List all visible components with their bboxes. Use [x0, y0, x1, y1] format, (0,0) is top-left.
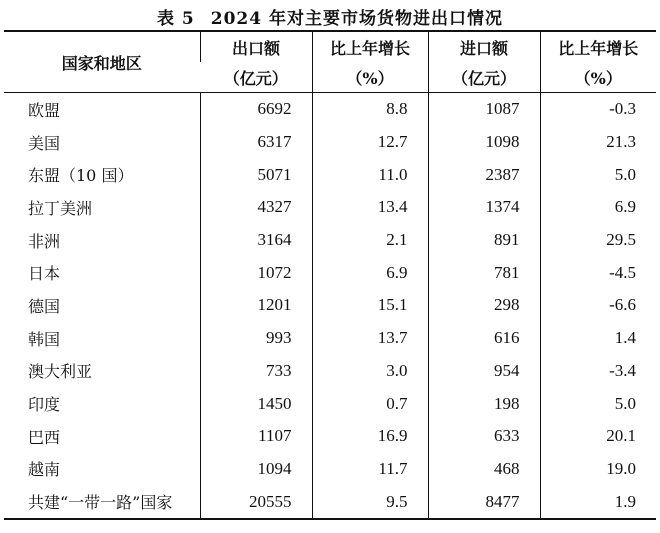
import-growth-cell: -4.5 [540, 256, 656, 289]
export-growth-cell: 15.1 [312, 289, 428, 322]
table-row [4, 322, 656, 355]
table-row [4, 158, 656, 191]
export-growth-cell: 8.8 [312, 93, 428, 126]
import-cell: 1098 [428, 126, 540, 159]
table-body [4, 93, 656, 519]
region-cell: 韩国 [28, 329, 61, 349]
header-import: 进口额 [428, 31, 540, 62]
table-row [4, 485, 656, 519]
export-growth-cell: 0.7 [312, 387, 428, 420]
trade-table [4, 30, 656, 520]
export-growth-cell: 6.9 [312, 256, 428, 289]
header-import-unit: （亿元） [428, 62, 540, 93]
export-cell: 1201 [200, 289, 312, 322]
import-cell: 2387 [428, 158, 540, 191]
region-cell: 欧盟 [28, 100, 61, 120]
region-cell: 印度 [28, 395, 61, 415]
region-cell: 德国 [28, 296, 61, 316]
export-cell: 1072 [200, 256, 312, 289]
export-growth-cell: 13.7 [312, 322, 428, 355]
export-cell: 3164 [200, 224, 312, 257]
export-cell: 5071 [200, 158, 312, 191]
table-title-text: 2024 年对主要市场货物进出口情况 [210, 9, 503, 29]
import-growth-cell: -6.6 [540, 289, 656, 322]
table-row [4, 387, 656, 420]
table-row [4, 93, 656, 126]
export-cell: 1094 [200, 453, 312, 486]
region-cell: 日本 [28, 264, 61, 284]
export-growth-cell: 9.5 [312, 485, 428, 519]
import-cell: 1087 [428, 93, 540, 126]
export-growth-cell: 11.0 [312, 158, 428, 191]
export-growth-cell: 13.4 [312, 191, 428, 224]
import-growth-cell: 29.5 [540, 224, 656, 257]
export-cell: 6692 [200, 93, 312, 126]
region-cell: 非洲 [28, 231, 61, 251]
import-cell: 633 [428, 420, 540, 453]
export-growth-cell: 2.1 [312, 224, 428, 257]
table-row [4, 289, 656, 322]
import-growth-cell: 1.9 [540, 485, 656, 519]
import-growth-cell: 5.0 [540, 387, 656, 420]
region-cell: 美国 [28, 133, 61, 153]
export-growth-cell: 11.7 [312, 453, 428, 486]
export-cell: 733 [200, 355, 312, 388]
import-growth-cell: -3.4 [540, 355, 656, 388]
table-row [4, 126, 656, 159]
export-cell: 1450 [200, 387, 312, 420]
import-cell: 1374 [428, 191, 540, 224]
table-row [4, 453, 656, 486]
region-cell: 东盟（10 国） [28, 166, 134, 186]
table-number: 表 5 [157, 9, 195, 29]
region-cell: 共建“一带一路”国家 [4, 485, 200, 519]
export-growth-cell: 12.7 [312, 126, 428, 159]
table-title [0, 4, 660, 29]
table-row [4, 256, 656, 289]
import-cell: 891 [428, 224, 540, 257]
import-growth-cell: 21.3 [540, 126, 656, 159]
header-import-growth: 比上年增长 [540, 31, 656, 62]
header-import-growth-unit: （%） [540, 62, 656, 93]
import-cell: 298 [428, 289, 540, 322]
table-header [4, 31, 656, 93]
header-export: 出口额 [200, 31, 312, 62]
export-cell: 1107 [200, 420, 312, 453]
import-cell: 954 [428, 355, 540, 388]
export-growth-cell: 16.9 [312, 420, 428, 453]
header-export-unit: （亿元） [200, 62, 312, 93]
export-cell: 6317 [200, 126, 312, 159]
import-growth-cell: 1.4 [540, 322, 656, 355]
region-cell: 拉丁美洲 [28, 198, 93, 218]
region-cell: 越南 [28, 460, 61, 480]
region-cell: 巴西 [28, 427, 61, 447]
header-region: 国家和地区 [4, 31, 200, 93]
export-growth-cell: 3.0 [312, 355, 428, 388]
table-row [4, 420, 656, 453]
import-cell: 616 [428, 322, 540, 355]
table-row [4, 355, 656, 388]
table-row [4, 191, 656, 224]
header-export-growth-unit: （%） [312, 62, 428, 93]
import-cell: 468 [428, 453, 540, 486]
import-growth-cell: 5.0 [540, 158, 656, 191]
import-growth-cell: 6.9 [540, 191, 656, 224]
export-cell: 20555 [200, 485, 312, 519]
header-export-growth: 比上年增长 [312, 31, 428, 62]
import-growth-cell: 20.1 [540, 420, 656, 453]
table-row [4, 224, 656, 257]
import-cell: 8477 [428, 485, 540, 519]
export-cell: 4327 [200, 191, 312, 224]
region-cell: 澳大利亚 [28, 362, 93, 382]
import-cell: 198 [428, 387, 540, 420]
import-growth-cell: 19.0 [540, 453, 656, 486]
export-cell: 993 [200, 322, 312, 355]
import-growth-cell: -0.3 [540, 93, 656, 126]
import-cell: 781 [428, 256, 540, 289]
